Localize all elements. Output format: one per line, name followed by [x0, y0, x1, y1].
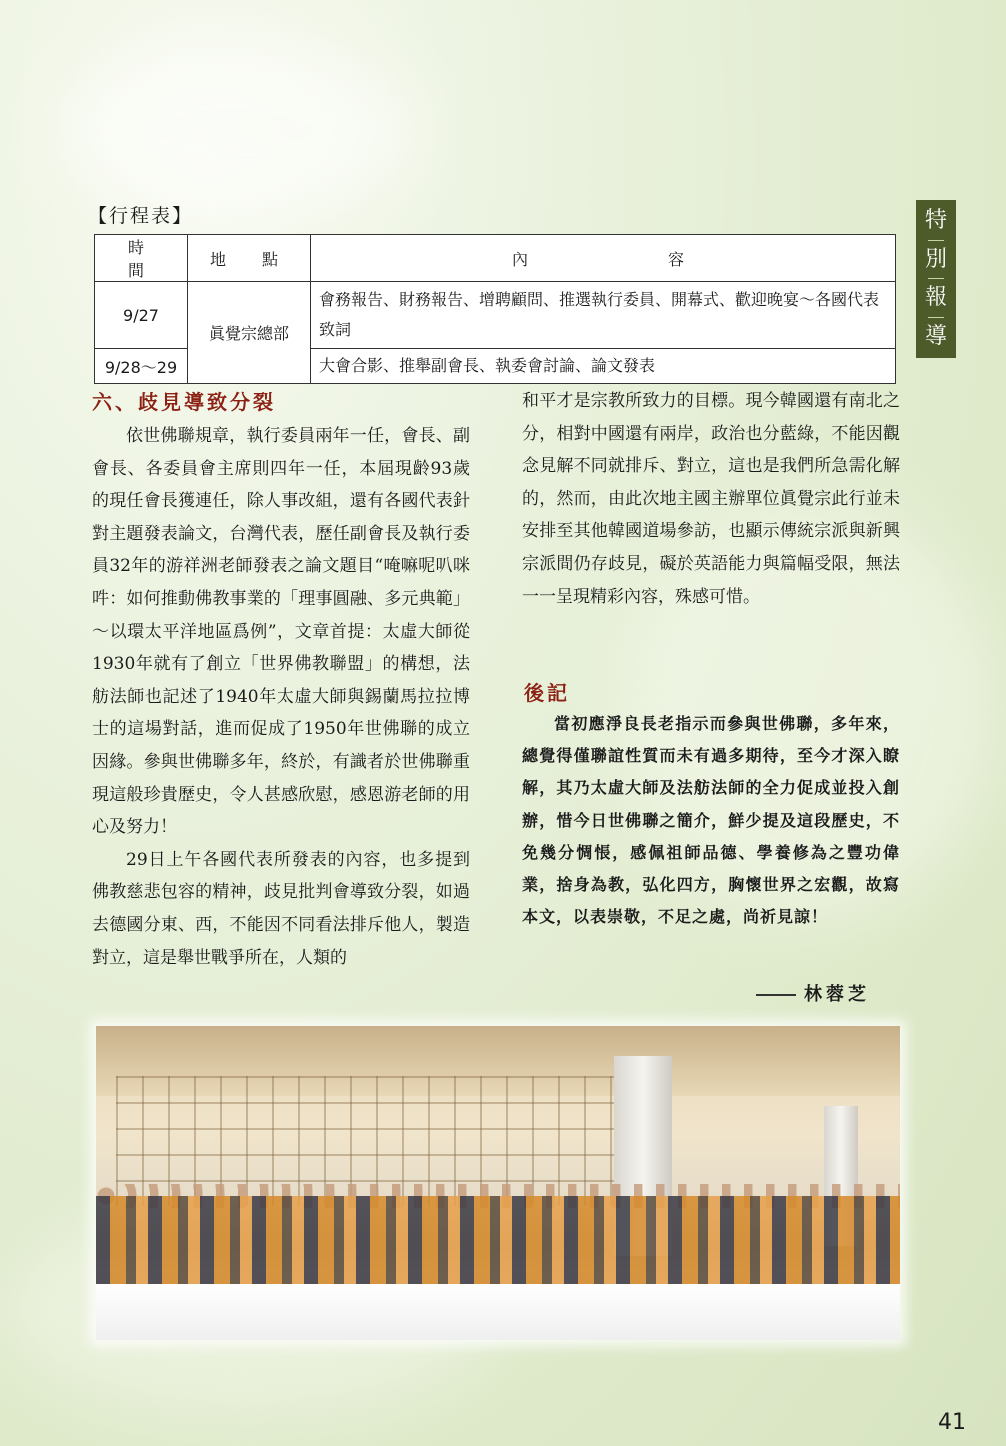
cell-place: 眞覺宗總部	[188, 282, 311, 384]
table-row	[95, 282, 896, 349]
divider	[928, 317, 944, 318]
article-column-right	[522, 385, 900, 613]
paragraph: 依世佛聯規章，執行委員兩年一任，會長、副會長、各委員會主席則四年一任，本屆現齡93歲的現任會長獲連任，除人事改組，還有各國代表針對主題發表論文，台灣代表，歷任副會長及執行委員32年的游祥洲老師發表之論文題目“唵嘛呢叭咪吽：如何推動佛教事業的「理事圓融、多元典範」～以環太平洋地區爲例”，文章首提：太虛大師從1930年就有了創立「世界佛教聯盟」的構想，法舫法師也記述了1940年太虛大師與錫蘭馬拉拉博士的這場對話，進而促成了1950年世佛聯的成立因緣。參與世佛聯多年，終於，有識者於世佛聯重現這般珍貴歷史，令人甚感欣慰，感恩游老師的用心及努力！	[92, 426, 470, 838]
photo-audience	[96, 1196, 900, 1286]
paragraph: 29日上午各國代表所發表的內容，也多提到佛教慈悲包容的精神，歧見批判會導致分裂，如過去德國分東、西，不能因不同看法排斥他人，製造對立，這是舉世戰爭所在，人類的	[92, 849, 470, 968]
section-tab-char: 報	[924, 285, 947, 311]
schedule-table	[94, 234, 896, 384]
section-tab	[916, 200, 956, 358]
author-signature	[756, 980, 870, 1006]
table-header-row	[95, 235, 896, 282]
column-header-time: 時 間	[95, 235, 188, 282]
conference-photo	[96, 1026, 900, 1340]
author-name: 林蓉芝	[804, 984, 870, 1005]
divider	[928, 240, 944, 241]
divider	[928, 278, 944, 279]
page-number: 41	[938, 1410, 966, 1435]
section-tab-char: 特	[924, 207, 947, 233]
cell-content: 大會合影、推舉副會長、執委會討論、論文發表	[311, 349, 896, 384]
paragraph: 當初應淨良長老指示而參與世佛聯，多年來，總覺得僅聯誼性質而未有過多期待，至今才深入瞭解，其乃太虛大師及法舫法師的全力促成並投入創辦，惜今日世佛聯之簡介，鮮少提及這段歷史，不免幾分惆悵，感佩祖師品德、學養修為之豐功偉業，捨身為教，弘化四方，胸懷世界之宏觀，故寫本文，以表崇敬，不足之處，尚祈見諒！	[522, 714, 900, 927]
section-tab-char: 導	[924, 323, 947, 349]
column-header-place: 地 點	[188, 235, 311, 282]
photo-front-table	[96, 1284, 900, 1340]
section-heading: 六、歧見導致分裂	[92, 390, 276, 414]
cell-time: 9/28～29	[95, 349, 188, 384]
column-header-content: 內 容	[311, 235, 896, 282]
cell-content: 會務報告、財務報告、增聘顧問、推選執行委員、開幕式、歡迎晚宴～各國代表致詞	[311, 282, 896, 349]
background-highlight	[60, 40, 420, 220]
em-dash	[756, 994, 796, 996]
section-tab-char: 別	[924, 246, 947, 272]
article-column-left	[92, 420, 470, 974]
postscript-heading: 後記	[524, 681, 570, 705]
cell-time: 9/27	[95, 282, 188, 349]
schedule-title: 【行程表】	[88, 205, 194, 227]
paragraph: 和平才是宗教所致力的目標。現今韓國還有南北之分，相對中國還有兩岸，政治也分藍綠，不能因觀念見解不同就排斥、對立，這也是我們所急需化解的，然而，由此次地主國主辦單位眞覺宗此行並未安排至其他韓國道場參訪，也顯示傳統宗派與新興宗派間仍存歧見，礙於英語能力與篇幅受限，無法一一呈現精彩內容，殊感可惜。	[522, 391, 900, 607]
postscript-body	[522, 708, 900, 933]
